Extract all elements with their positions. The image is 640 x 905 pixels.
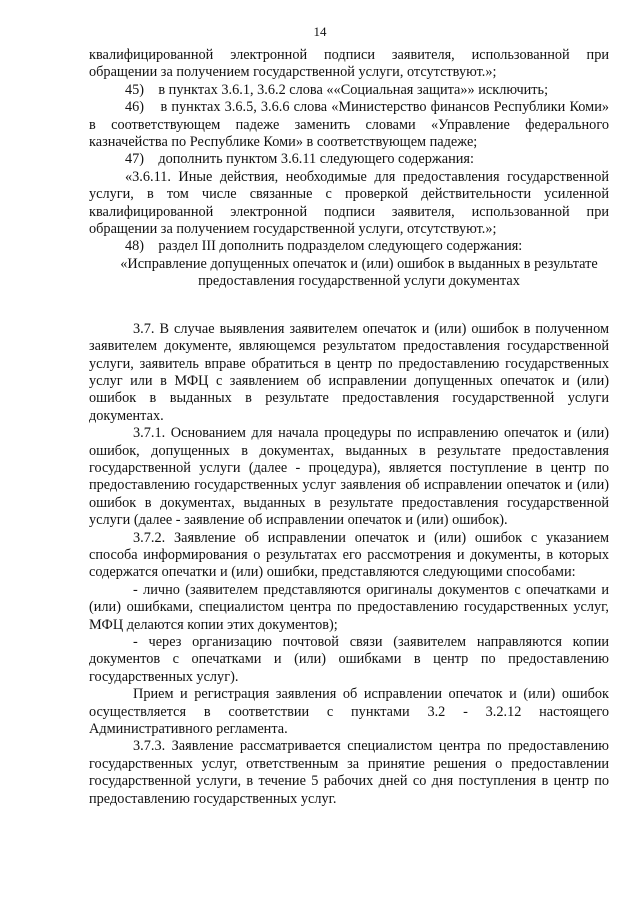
paragraph-3-7-2: 3.7.2. Заявление об исправлении опечаток и (или) ошибок с указанием способа информирования о результатах его рассмотрения и документы, в которых содержатся опечатки и (или) ошибки, представляются следующими способами:	[89, 529, 609, 581]
page-number: 14	[313, 24, 327, 39]
paragraph-item-46: 46) в пунктах 3.6.5, 3.6.6 слова «Министерство финансов Республики Коми» в соответствующем падеже заменить словами «Управление федерального казначейства по Республике Коми» в соответствующем падеже;	[89, 99, 609, 151]
paragraph-item-47: 47) дополнить пунктом 3.6.11 следующего содержания:	[125, 151, 474, 168]
document-body	[89, 47, 609, 808]
paragraph-3-6-11: «3.6.11. Иные действия, необходимые для предоставления государственной услуги, в том числе связанные с проверкой действительности усиленной квалифицированной электронной подписи заявителя, использованной при обращении за получением государственной услуги, отсутствуют.»;	[89, 168, 609, 238]
list-item-in-person: - лично (заявителем представляются оригиналы документов с опечатками и (или) ошибками, специалистом центра по предоставлению государственных услуг, МФЦ делаются копии этих документов);	[89, 581, 609, 633]
paragraph-3-7-1: 3.7.1. Основанием для начала процедуры по исправлению опечаток и (или) ошибок, допущенных в документах, выданных в результате предоставления государственной услуги (далее - процедура), является поступление в центр по предоставлению государственных услуг заявления об исправлении опечаток и (или) ошибок в документах, выданных в результате предоставления государственной услуги (далее - заявление об исправлении опечаток и (или) ошибок).	[89, 425, 609, 529]
paragraph-item-48: 48) раздел III дополнить подразделом следующего содержания:	[125, 238, 523, 255]
paragraph-3-7: 3.7. В случае выявления заявителем опечаток и (или) ошибок в полученном заявителем документе, являющемся результатом предоставления государственной услуги, заявитель вправе обратиться в центр по предоставлению государственных услуг или в МФЦ с заявлением об исправлении допущенных опечаток и (или) ошибок в выданных в результате предоставления государственной услуги документах.	[89, 320, 609, 424]
list-item-postal: - через организацию почтовой связи (заявителем направляются копии документов с опечатками и (или) ошибками в центр по предоставлению государственных услуг).	[89, 634, 609, 685]
paragraph-registration: Прием и регистрация заявления об исправлении опечаток и (или) ошибок осуществляется в соответствии с пунктами 3.2 - 3.2.12 настоящего Административного регламента.	[89, 686, 609, 738]
subsection-heading: «Исправление допущенных опечаток и (или) ошибок в выданных в результате предоставления государственной услуги документах	[120, 255, 598, 290]
paragraph-signature-end: квалифицированной электронной подписи заявителя, использованной при обращении за получением государственной услуги, отсутствуют.»;	[89, 47, 609, 81]
section-gap	[89, 291, 609, 321]
paragraph-3-7-3: 3.7.3. Заявление рассматривается специалистом центра по предоставлению государственных услуг, ответственным за принятие решения о предоставлении государственной услуги, в течение 5 рабочих дней со дня поступления в центр по предоставлению государственных услуг.	[89, 738, 609, 807]
paragraph-item-45: 45) в пунктах 3.6.1, 3.6.2 слова ««Социальная защита»» исключить;	[125, 81, 549, 98]
